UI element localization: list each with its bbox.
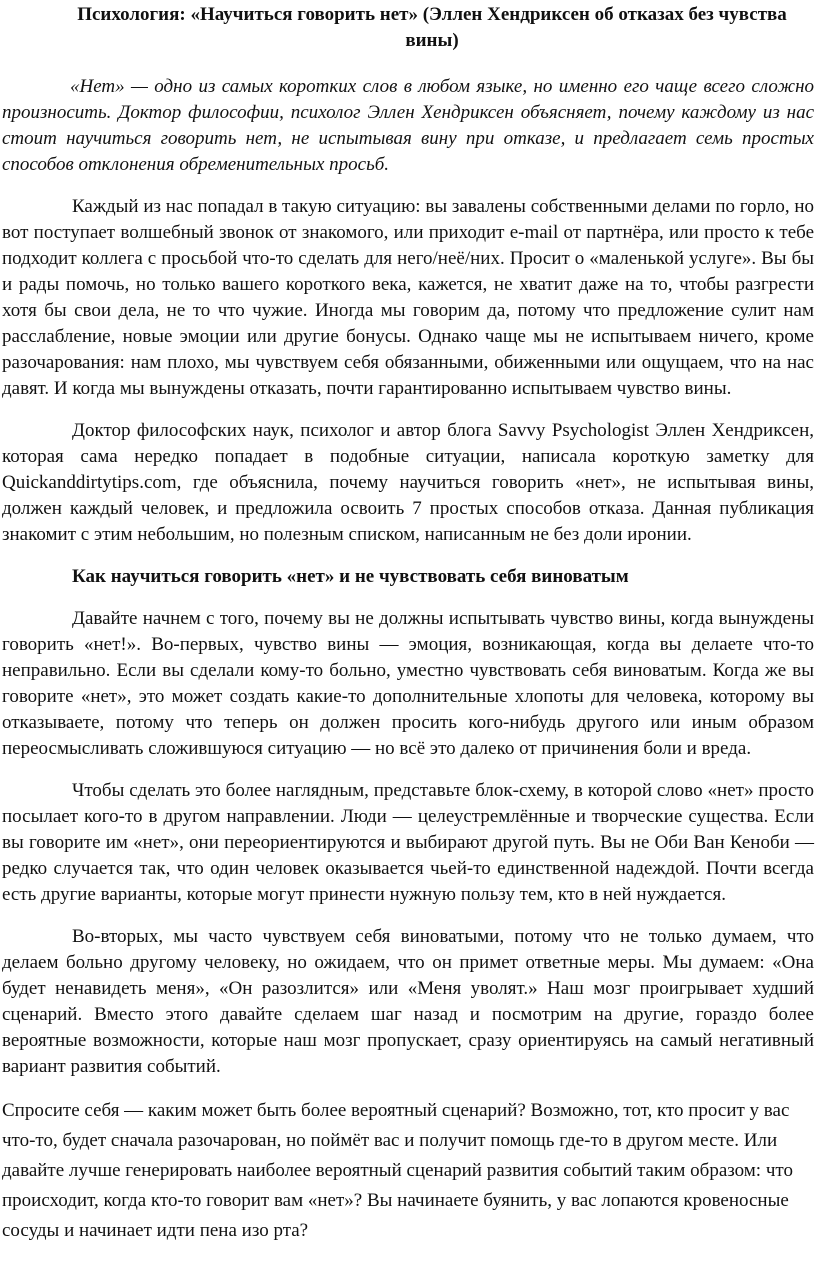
section-heading: Как научиться говорить «нет» и не чувствовать себя виноватым (72, 566, 629, 587)
body-paragraph-1: Каждый из нас попадал в такую ситуацию: вы завалены собственными делами по горло, но вот поступает волшебный звонок от знакомого, или приходит e-mail от партнёра, или просто к тебе подходит коллега с просьбой что-то сделать для него/неё/них. Просит о «маленькой услуге». Вы бы и рады помочь, но только вашего короткого века, кажется, не хватит даже на то, чтобы разгрести хотя бы свои дела, не то что чужие. Иногда мы говорим да, потому что предложение сулит нам расслабление, новые эмоции или другие бонусы. Однако чаще мы не испытываем ничего, кроме разочарования: нам плохо, мы чувствуем себя обязанными, обиженными или ощущаем, что на нас давят. И когда мы вынуждены отказать, почти гарантированно испытываем чувство вины. (2, 196, 814, 399)
section-paragraph-2: Чтобы сделать это более наглядным, представьте блок-схему, в которой слово «нет» просто посылает кого-то в другом направлении. Люди — целеустремлённые и творческие существа. Если вы говорите им «нет», они переориентируются и выбирают другой путь. Вы не Оби Ван Кеноби — редко случается так, что один человек оказывается чьей-то единственной надеждой. Почти всегда есть другие варианты, которые могут принести нужную пользу тем, кто в ней нуждается. (2, 780, 814, 905)
section-paragraph-3: Во-вторых, мы часто чувствуем себя виноватыми, потому что не только думаем, что делаем больно другому человеку, но ожидаем, что он примет ответные меры. Мы думаем: «Она будет ненавидеть меня», «Он разозлится» или «Меня уволят.» Наш мозг проигрывает худший сценарий. Вместо этого давайте сделаем шаг назад и посмотрим на другие, гораздо более вероятные возможности, которые наш мозг пропускает, сразу ориентируясь на самый негативный вариант развития событий. (2, 926, 814, 1077)
section-paragraph-1: Давайте начнем с того, почему вы не должны испытывать чувство вины, когда вынуждены говорить «нет!». Во-первых, чувство вины — эмоция, возникающая, когда вы делаете что-то неправильно. Если вы сделали кому-то больно, уместно чувствовать себя виноватым. Когда же вы говорите «нет», это может создать какие-то дополнительные хлопоты для человека, которому вы отказываете, потому что теперь он должен просить кого-нибудь другого или иным образом переосмысливать сложившуюся ситуацию — но всё это далеко от причинения боли и вреда. (2, 608, 814, 759)
body-paragraph-2: Доктор философских наук, психолог и автор блога Savvy Psychologist Эллен Хендриксен, которая сама нередко попадает в подобные ситуации, написала короткую заметку для Quickanddirtytips.com, где объяснила, почему научиться говорить «нет», не испытывая вины, должен каждый человек, и предложила освоить 7 простых способов отказа. Данная публикация знакомит с этим небольшим, но полезным списком, написанным не без доли иронии. (2, 420, 814, 545)
document-title: Психология: «Научиться говорить нет» (Эллен Хендриксен об отказах без чувства вины) (77, 4, 787, 51)
closing-paragraph: Спросите себя — каким может быть более вероятный сценарий? Возможно, тот, кто просит у вас что-то, будет сначала разочарован, но поймёт вас и получит помощь где-то в другом месте. Или давайте лучше генерировать наиболее вероятный сценарий развития событий таким образом: что происходит, когда кто-то говорит вам «нет»? Вы начинаете буянить, у вас лопаются кровеносные сосуды и начинает идти пена изо рта? (2, 1100, 793, 1241)
intro-paragraph: «Нет» — одно из самых коротких слов в любом языке, но именно его чаще всего сложно произносить. Доктор философии, психолог Эллен Хендриксен объясняет, почему каждому из нас стоит научиться говорить нет, не испытывая вину при отказе, и предлагает семь простых способов отклонения обременительных просьб. (2, 76, 814, 175)
